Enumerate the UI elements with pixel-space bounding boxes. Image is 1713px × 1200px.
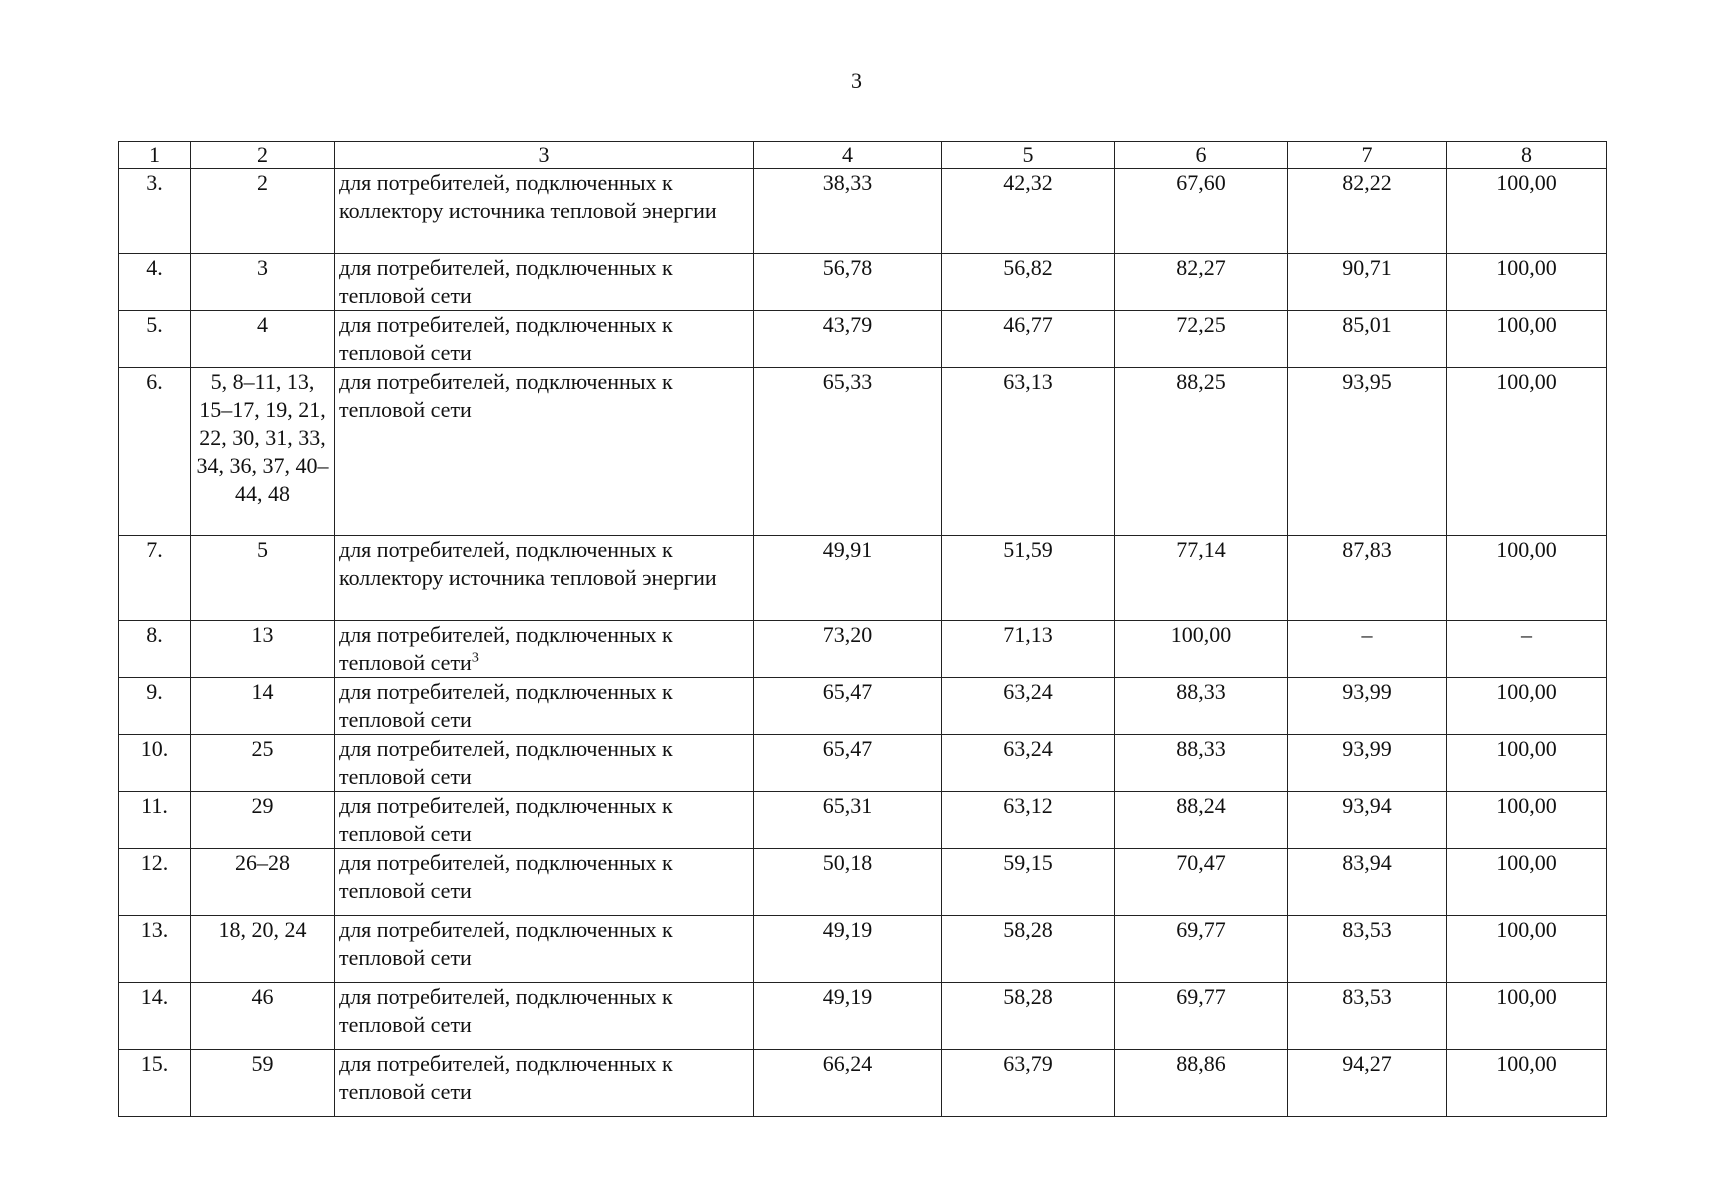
value-text-col6: 82,27 [1176, 255, 1226, 280]
description-text: для потребителей, подключенных к коллектору источника тепловой энергии [339, 170, 717, 223]
value-text-col6: 69,77 [1176, 917, 1226, 942]
row-number-text: 13. [140, 917, 169, 942]
value-text-col5: 58,28 [1003, 984, 1053, 1009]
value-cell-col6 [1115, 311, 1288, 368]
source-number-cell [191, 792, 335, 849]
value-cell-col4 [754, 311, 942, 368]
value-text-col5: 63,24 [1003, 679, 1053, 704]
row-number-cell [119, 792, 191, 849]
value-text-col5: 46,77 [1003, 312, 1053, 337]
value-cell-col5 [942, 678, 1115, 735]
value-text-col6: 69,77 [1176, 984, 1226, 1009]
description-text: для потребителей, подключенных к тепловой сети [339, 679, 673, 732]
table-row [119, 169, 1607, 254]
value-text-col4: 65,31 [822, 793, 873, 818]
value-text-col6: 100,00 [1170, 622, 1232, 647]
source-number-text: 13 [251, 622, 274, 647]
footnote-mark: 3 [471, 650, 479, 666]
source-number-text: 2 [257, 170, 268, 195]
value-text-col5: 42,32 [1003, 170, 1053, 195]
value-cell-col5 [942, 916, 1115, 983]
description-text: для потребителей, подключенных к коллектору источника тепловой энергии [339, 537, 717, 590]
value-text-col6: 88,33 [1176, 679, 1226, 704]
value-text-col6: 88,33 [1176, 736, 1226, 761]
value-text-col5: 71,13 [1003, 622, 1053, 647]
value-text-col7: 83,94 [1342, 850, 1392, 875]
value-cell-col6 [1115, 621, 1288, 678]
value-text-col6: 88,25 [1176, 369, 1226, 394]
source-number-cell [191, 983, 335, 1050]
table-row [119, 983, 1607, 1050]
value-text-col5: 59,15 [1003, 850, 1053, 875]
value-text-col4: 50,18 [822, 850, 873, 875]
value-text-col8: 100,00 [1496, 537, 1557, 562]
value-text-col8: – [1521, 622, 1532, 647]
description-cell [335, 916, 754, 983]
value-cell-col8 [1447, 849, 1607, 916]
value-cell-col8 [1447, 735, 1607, 792]
row-number-text: 10. [140, 736, 169, 761]
source-number-cell [191, 169, 335, 254]
description-cell [335, 621, 754, 678]
value-text-col4: 65,47 [822, 679, 873, 704]
value-cell-col8 [1447, 621, 1607, 678]
value-text-col8: 100,00 [1496, 312, 1557, 337]
value-cell-col5 [942, 368, 1115, 536]
value-cell-col8 [1447, 983, 1607, 1050]
row-number-cell [119, 311, 191, 368]
description-text: для потребителей, подключенных к тепловой сети [339, 984, 673, 1037]
value-cell-col8 [1447, 1050, 1607, 1117]
value-text-col7: – [1361, 622, 1373, 647]
column-header: 7 [1288, 142, 1447, 169]
value-text-col6: 70,47 [1176, 850, 1226, 875]
value-cell-col8 [1447, 368, 1607, 536]
value-text-col4: 49,91 [822, 537, 873, 562]
description-text: для потребителей, подключенных к тепловой сети [339, 850, 673, 903]
description-cell [335, 849, 754, 916]
description-cell [335, 254, 754, 311]
value-text-col4: 49,19 [822, 917, 873, 942]
row-number-text: 14. [140, 984, 169, 1009]
value-cell-col6 [1115, 536, 1288, 621]
description-cell [335, 169, 754, 254]
row-number-text: 12. [140, 850, 169, 875]
source-number-cell [191, 1050, 335, 1117]
value-text-col4: 56,78 [822, 255, 873, 280]
value-cell-col4 [754, 983, 942, 1050]
value-cell-col6 [1115, 792, 1288, 849]
source-number-cell [191, 849, 335, 916]
source-number-cell [191, 621, 335, 678]
value-cell-col6 [1115, 254, 1288, 311]
description-text: для потребителей, подключенных к тепловой сети [339, 369, 673, 422]
value-text-col6: 88,24 [1176, 793, 1226, 818]
value-cell-col7 [1288, 849, 1447, 916]
value-text-col5: 58,28 [1003, 917, 1053, 942]
value-cell-col4 [754, 916, 942, 983]
row-number-text: 15. [140, 1051, 169, 1076]
value-cell-col8 [1447, 169, 1607, 254]
value-text-col8: 100,00 [1496, 984, 1557, 1009]
value-cell-col5 [942, 254, 1115, 311]
value-text-col7: 93,99 [1342, 736, 1392, 761]
description-text: для потребителей, подключенных к тепловой сети [339, 736, 673, 789]
value-text-col7: 93,99 [1342, 679, 1392, 704]
description-text: для потребителей, подключенных к тепловой сети [339, 622, 673, 675]
value-text-col5: 63,24 [1003, 736, 1053, 761]
value-cell-col5 [942, 536, 1115, 621]
value-cell-col7 [1288, 368, 1447, 536]
table-row [119, 678, 1607, 735]
source-number-cell [191, 536, 335, 621]
value-text-col5: 63,13 [1003, 369, 1053, 394]
value-text-col8: 100,00 [1496, 170, 1557, 195]
description-cell [335, 1050, 754, 1117]
value-text-col8: 100,00 [1496, 255, 1557, 280]
value-text-col8: 100,00 [1496, 917, 1557, 942]
table-body [119, 169, 1607, 1117]
value-cell-col6 [1115, 678, 1288, 735]
value-text-col4: 65,33 [822, 369, 873, 394]
row-number-text: 5. [146, 312, 163, 337]
value-cell-col4 [754, 678, 942, 735]
value-text-col4: 49,19 [822, 984, 873, 1009]
value-cell-col7 [1288, 916, 1447, 983]
value-cell-col8 [1447, 254, 1607, 311]
value-text-col6: 67,60 [1176, 170, 1226, 195]
value-cell-col6 [1115, 916, 1288, 983]
value-text-col7: 83,53 [1342, 984, 1392, 1009]
value-cell-col4 [754, 368, 942, 536]
value-cell-col6 [1115, 983, 1288, 1050]
table-row [119, 536, 1607, 621]
value-cell-col7 [1288, 678, 1447, 735]
value-cell-col5 [942, 169, 1115, 254]
value-text-col7: 83,53 [1342, 917, 1392, 942]
page-number: 3 [851, 68, 862, 93]
value-cell-col5 [942, 311, 1115, 368]
source-number-cell [191, 311, 335, 368]
value-text-col8: 100,00 [1496, 850, 1557, 875]
value-cell-col4 [754, 849, 942, 916]
value-cell-col7 [1288, 254, 1447, 311]
value-text-col5: 63,79 [1003, 1051, 1053, 1076]
value-cell-col4 [754, 735, 942, 792]
data-table [118, 141, 1607, 1117]
value-cell-col5 [942, 983, 1115, 1050]
value-cell-col6 [1115, 368, 1288, 536]
value-cell-col8 [1447, 536, 1607, 621]
value-cell-col6 [1115, 735, 1288, 792]
source-number-text: 4 [257, 312, 268, 337]
value-cell-col4 [754, 254, 942, 311]
source-number-cell [191, 916, 335, 983]
row-number-cell [119, 1050, 191, 1117]
table-row [119, 368, 1607, 536]
value-cell-col4 [754, 792, 942, 849]
value-cell-col5 [942, 735, 1115, 792]
row-number-cell [119, 849, 191, 916]
value-text-col5: 63,12 [1003, 793, 1053, 818]
value-text-col4: 38,33 [822, 170, 873, 195]
source-number-cell [191, 678, 335, 735]
description-cell [335, 735, 754, 792]
source-number-text: 46 [251, 984, 274, 1009]
value-cell-col7 [1288, 983, 1447, 1050]
value-text-col8: 100,00 [1496, 736, 1557, 761]
source-number-text: 59 [251, 1051, 274, 1076]
row-number-cell [119, 536, 191, 621]
table-header-row [119, 142, 1607, 169]
table-row [119, 735, 1607, 792]
value-cell-col6 [1115, 169, 1288, 254]
column-header: 1 [119, 142, 191, 169]
row-number-text: 11. [141, 793, 168, 818]
value-text-col7: 87,83 [1342, 537, 1392, 562]
source-number-cell [191, 735, 335, 792]
column-header: 4 [754, 142, 942, 169]
description-text: для потребителей, подключенных к тепловой сети [339, 917, 673, 970]
value-text-col7: 90,71 [1342, 255, 1392, 280]
description-cell [335, 536, 754, 621]
value-text-col7: 93,94 [1342, 793, 1392, 818]
value-cell-col6 [1115, 1050, 1288, 1117]
value-cell-col7 [1288, 169, 1447, 254]
value-cell-col4 [754, 1050, 942, 1117]
description-cell [335, 983, 754, 1050]
description-cell [335, 311, 754, 368]
column-header: 2 [191, 142, 335, 169]
source-number-text: 18, 20, 24 [218, 917, 307, 942]
source-number-text: 29 [251, 793, 274, 818]
value-cell-col4 [754, 536, 942, 621]
table-row [119, 916, 1607, 983]
value-cell-col7 [1288, 536, 1447, 621]
value-text-col7: 94,27 [1342, 1051, 1392, 1076]
row-number-cell [119, 169, 191, 254]
column-header: 6 [1115, 142, 1288, 169]
value-cell-col7 [1288, 311, 1447, 368]
value-cell-col7 [1288, 792, 1447, 849]
value-cell-col6 [1115, 849, 1288, 916]
value-text-col8: 100,00 [1496, 679, 1557, 704]
value-cell-col5 [942, 792, 1115, 849]
table-row [119, 792, 1607, 849]
column-header: 8 [1447, 142, 1607, 169]
value-text-col8: 100,00 [1496, 369, 1557, 394]
value-cell-col8 [1447, 678, 1607, 735]
value-cell-col8 [1447, 792, 1607, 849]
column-header: 5 [942, 142, 1115, 169]
value-text-col4: 43,79 [822, 312, 873, 337]
source-number-cell [191, 368, 335, 536]
source-number-cell [191, 254, 335, 311]
value-cell-col8 [1447, 916, 1607, 983]
row-number-text: 7. [146, 537, 163, 562]
value-text-col8: 100,00 [1496, 793, 1557, 818]
table-row [119, 254, 1607, 311]
row-number-cell [119, 983, 191, 1050]
value-text-col6: 77,14 [1176, 537, 1226, 562]
row-number-text: 4. [146, 255, 163, 280]
value-cell-col7 [1288, 1050, 1447, 1117]
value-cell-col7 [1288, 621, 1447, 678]
source-number-text: 25 [251, 736, 274, 761]
value-cell-col5 [942, 849, 1115, 916]
table-row [119, 311, 1607, 368]
row-number-cell [119, 621, 191, 678]
row-number-cell [119, 916, 191, 983]
value-cell-col4 [754, 169, 942, 254]
row-number-cell [119, 368, 191, 536]
source-number-text: 5, 8–11, 13, 15–17, 19, 21, 22, 30, 31, 33, 34, 36, 37, 40–44, 48 [196, 369, 329, 506]
source-number-text: 26–28 [235, 850, 290, 875]
value-cell-col8 [1447, 311, 1607, 368]
column-header: 3 [335, 142, 754, 169]
value-text-col7: 85,01 [1342, 312, 1392, 337]
description-cell [335, 678, 754, 735]
value-text-col4: 66,24 [822, 1051, 873, 1076]
table-row [119, 1050, 1607, 1117]
table-row [119, 621, 1607, 678]
value-text-col7: 93,95 [1342, 369, 1392, 394]
value-text-col8: 100,00 [1496, 1051, 1557, 1076]
row-number-text: 6. [146, 369, 163, 394]
value-cell-col5 [942, 621, 1115, 678]
value-text-col6: 88,86 [1176, 1051, 1226, 1076]
description-text: для потребителей, подключенных к тепловой сети [339, 1051, 673, 1104]
row-number-cell [119, 254, 191, 311]
value-cell-col4 [754, 621, 942, 678]
row-number-text: 3. [146, 170, 163, 195]
row-number-cell [119, 735, 191, 792]
value-text-col4: 65,47 [822, 736, 873, 761]
value-text-col6: 72,25 [1176, 312, 1226, 337]
row-number-text: 9. [146, 679, 163, 704]
value-text-col7: 82,22 [1342, 170, 1392, 195]
value-text-col5: 56,82 [1003, 255, 1053, 280]
description-cell [335, 792, 754, 849]
description-text: для потребителей, подключенных к тепловой сети [339, 255, 673, 308]
source-number-text: 5 [257, 537, 268, 562]
row-number-text: 8. [146, 622, 163, 647]
source-number-text: 14 [251, 679, 274, 704]
value-text-col5: 51,59 [1003, 537, 1053, 562]
value-cell-col5 [942, 1050, 1115, 1117]
description-cell [335, 368, 754, 536]
row-number-cell [119, 678, 191, 735]
value-cell-col7 [1288, 735, 1447, 792]
description-text: для потребителей, подключенных к тепловой сети [339, 312, 673, 365]
value-text-col4: 73,20 [822, 622, 873, 647]
table-row [119, 849, 1607, 916]
description-text: для потребителей, подключенных к тепловой сети [339, 793, 673, 846]
source-number-text: 3 [257, 255, 268, 280]
